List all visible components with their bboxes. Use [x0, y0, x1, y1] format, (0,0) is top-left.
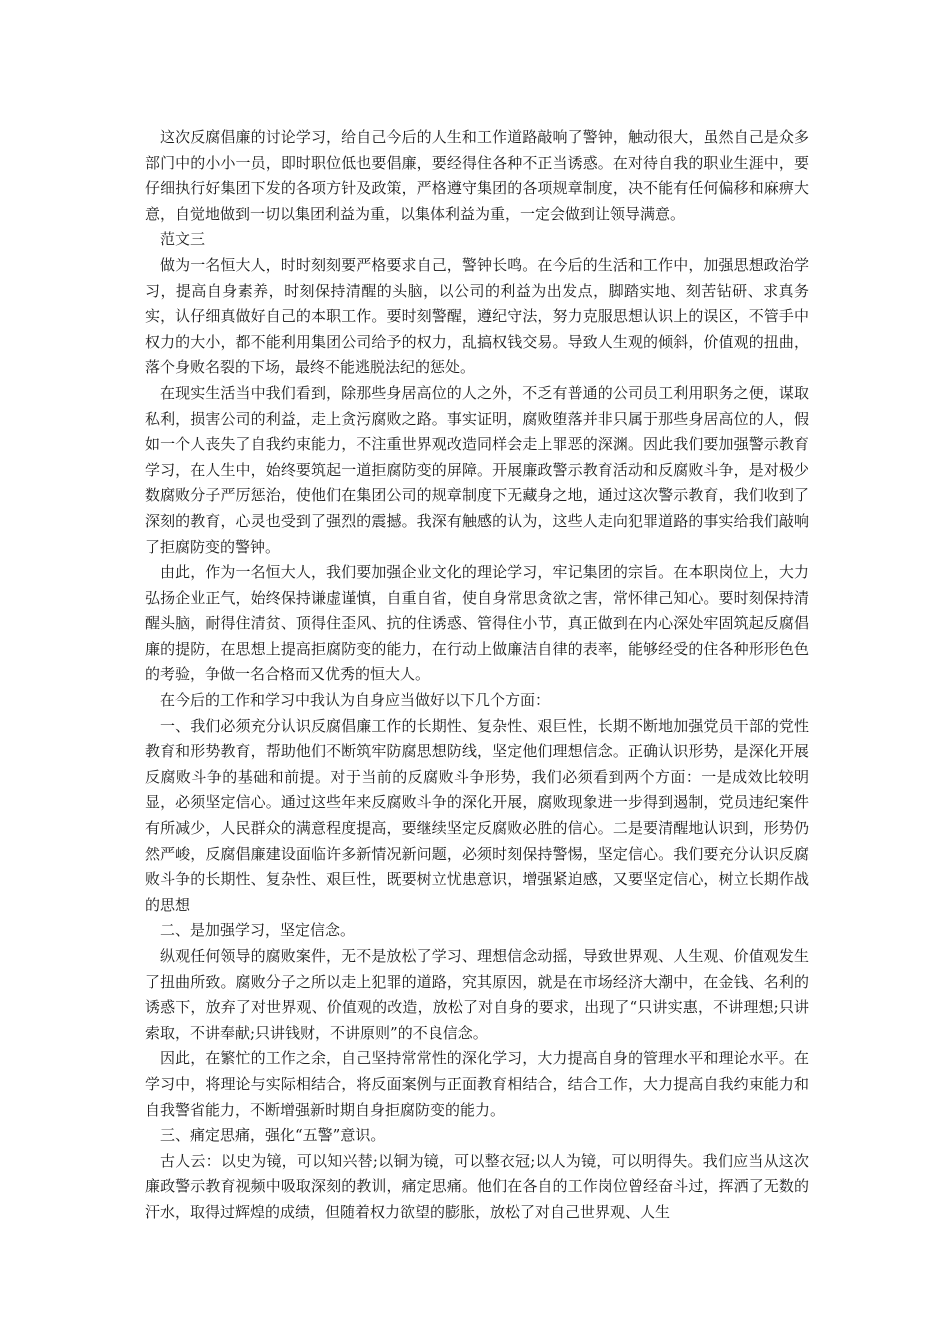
paragraph: 做为一名恒大人，时时刻刻要严格要求自己，警钟长鸣。在今后的生活和工作中，加强思想政治学习，提高自身素养，时刻保持清醒的头脑，以公司的利益为出发点，脚踏实地、刻苦钻研、求真务实，认仔细真做好自己的本职工作。要时刻警醒，遵纪守法，努力克服思想认识上的误区，不管手中权力的大小，都不能利用集团公司给予的权力，乱搞权钱交易。导致人生观的倾斜，价值观的扭曲，落个身败名裂的下场，最终不能逃脱法纪的惩处。	[145, 255, 809, 377]
paragraph: 一、我们必须充分认识反腐倡廉工作的长期性、复杂性、艰巨性，长期不断地加强党员干部的党性教育和形势教育，帮助他们不断筑牢防腐思想防线，坚定他们理想信念。正确认识形势，是深化开展反腐败斗争的基础和前提。对于当前的反腐败斗争形势，我们必须看到两个方面：一是成效比较明显，必须坚定信心。通过这些年来反腐败斗争的深化开展，腐败现象进一步得到遏制，党员违纪案件有所减少，人民群众的满意程度提高，要继续坚定反腐败必胜的信心。二是要清醒地认识到，形势仍然严峻，反腐倡廉建设面临许多新情况新问题，必须时刻保持警惕，坚定信心。我们要充分认识反腐败斗争的长期性、复杂性、艰巨性，既要树立忧患意识，增强紧迫感，又要坚定信心，树立长期作战的思想	[145, 716, 809, 914]
document-body	[145, 125, 809, 1226]
paragraph: 这次反腐倡廉的讨论学习，给自己今后的人生和工作道路敲响了警钟，触动很大，虽然自己是众多部门中的小小一员，即时职位低也要倡廉，要经得住各种不正当诱惑。在对待自我的职业生涯中，要仔细执行好集团下发的各项方针及政策，严格遵守集团的各项规章制度，决不能有任何偏移和麻痹大意，自觉地做到一切以集团利益为重，以集体利益为重，一定会做到让领导满意。	[145, 128, 809, 223]
paragraph: 因此，在繁忙的工作之余，自己坚持常常性的深化学习，大力提高自身的管理水平和理论水平。在学习中，将理论与实际相结合，将反面案例与正面教育相结合，结合工作，大力提高自我约束能力和自我警省能力，不断增强新时期自身拒腐防变的能力。	[145, 1049, 809, 1119]
paragraph: 在今后的工作和学习中我认为自身应当做好以下几个方面：	[160, 691, 551, 710]
section-heading: 范文三	[160, 230, 206, 249]
paragraph: 古人云：以史为镜，可以知兴替;以铜为镜，可以整衣冠;以人为镜，可以明得失。我们应当从这次廉政警示教育视频中吸取深刻的教训，痛定思痛。他们在各自的工作岗位曾经奋斗过，挥洒了无数的汗水，取得过辉煌的成绩，但随着权力欲望的膨胀，放松了对自己世界观、人生	[145, 1151, 809, 1221]
paragraph: 在现实生活当中我们看到，除那些身居高位的人之外，不乏有普通的公司员工利用职务之便，谋取私利，损害公司的利益，走上贪污腐败之路。事实证明，腐败堕落并非只属于那些身居高位的人，假如一个人丧失了自我约束能力，不注重世界观改造同样会走上罪恶的深渊。因此我们要加强警示教育学习，在人生中，始终要筑起一道拒腐防变的屏障。开展廉政警示教育活动和反腐败斗争，是对极少数腐败分子严厉惩治，使他们在集团公司的规章制度下无藏身之地，通过这次警示教育，我们收到了深刻的教育，心灵也受到了强烈的震撼。我深有触感的认为，这些人走向犯罪道路的事实给我们敲响了拒腐防变的警钟。	[145, 383, 809, 556]
paragraph: 由此，作为一名恒大人，我们要加强企业文化的理论学习，牢记集团的宗旨。在本职岗位上，大力弘扬企业正气，始终保持谦虚谨慎，自重自省，使自身常思贪欲之害，常怀律己知心。要时刻保持清醒头脑，耐得住清贫、顶得住歪风、抗的住诱惑、管得住小节，真正做到在内心深处牢固筑起反腐倡廉的提防，在思想上提高拒腐防变的能力，在行动上做廉洁自律的表率，能够经受的住各种形形色色的考验，争做一名合格而又优秀的恒大人。	[145, 563, 809, 684]
paragraph: 纵观任何领导的腐败案件，无不是放松了学习、理想信念动摇，导致世界观、人生观、价值观发生了扭曲所致。腐败分子之所以走上犯罪的道路，究其原因，就是在市场经济大潮中，在金钱、名利的诱惑下，放弃了对世界观、价值观的改造，放松了对自身的要求，出现了“只讲实惠，不讲理想;只讲索取，不讲奉献;只讲钱财，不讲原则”的不良信念。	[145, 947, 809, 1042]
section-heading: 二、是加强学习，坚定信念。	[160, 921, 356, 940]
section-heading: 三、痛定思痛，强化“五警”意识。	[160, 1126, 386, 1145]
